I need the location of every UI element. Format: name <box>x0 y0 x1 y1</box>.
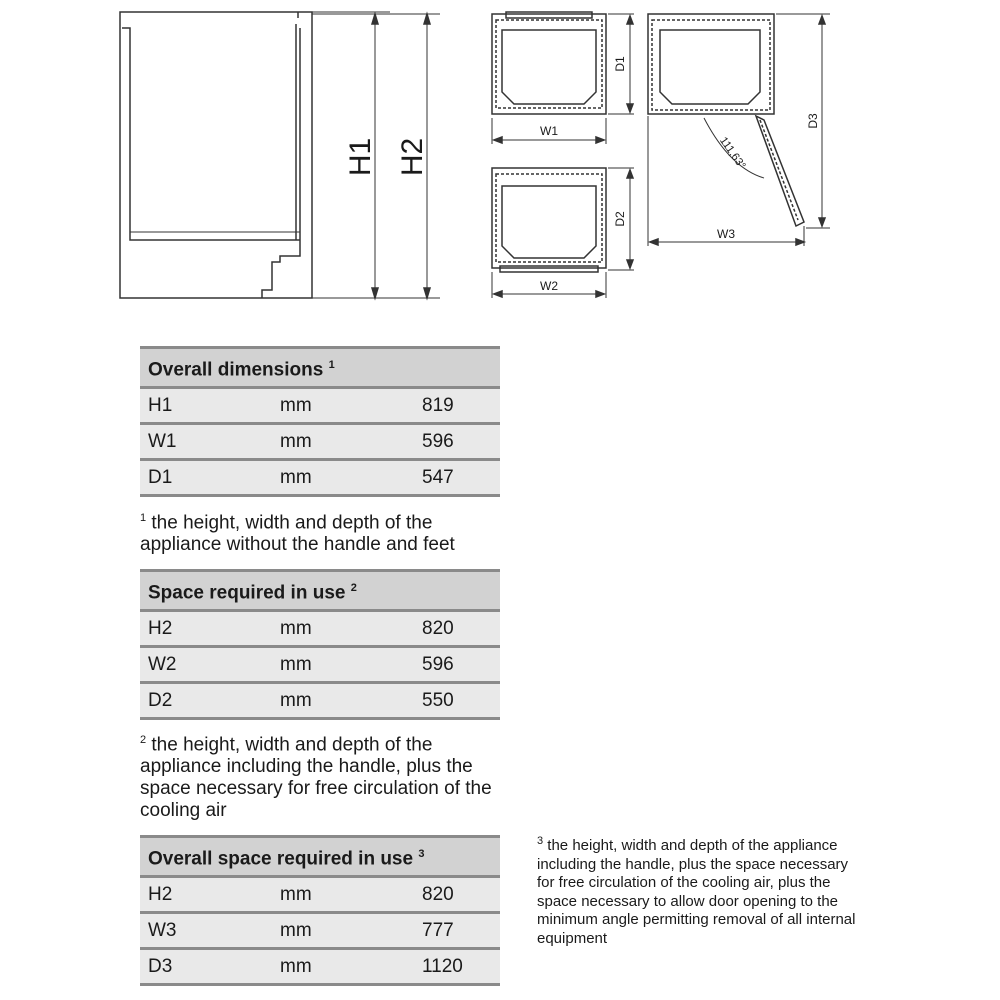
table-title: Overall dimensions $^1$ <box>140 348 500 388</box>
footnote-1: $^1$ the height, width and depth of the appliance without the handle and feet <box>140 512 455 556</box>
table-row: W1 mm 596 <box>140 424 500 460</box>
space-required-table <box>140 569 500 720</box>
overall-space-required-table <box>140 835 500 986</box>
footnote-3: $^3$ the height, width and depth of the appliance including the handle, plus the space necessary for free circulation of the cooling air, plus the space necessary to allow door opening to the minimum angle permitting removal of all internal equipment <box>537 835 856 947</box>
label-h1: H1 <box>344 137 377 177</box>
top-view-door-open <box>648 14 830 246</box>
top-view-w2-d2 <box>492 168 634 298</box>
table-row: H2 mm 820 <box>140 877 500 913</box>
table-row: D3 mm 1120 <box>140 949 500 985</box>
label-d3: D3 <box>806 113 820 129</box>
table-row: H2 mm 820 <box>140 611 500 647</box>
table-title: Space required in use $^2$ <box>140 571 500 611</box>
label-w2: W2 <box>540 279 558 293</box>
dimension-drawings <box>0 0 1000 320</box>
top-view-w1-d1 <box>492 12 634 144</box>
table-title: Overall space required in use $^3$ <box>140 837 500 877</box>
table-row: H1 mm 819 <box>140 388 500 424</box>
label-d2: D2 <box>613 211 627 227</box>
label-angle: 111,63° <box>717 134 748 172</box>
footnote-2: $^2$ the height, width and depth of the appliance including the handle, plus the space necessary for free circulation of the cooling air <box>140 734 492 822</box>
table-row: D1 mm 547 <box>140 460 500 496</box>
label-w3: W3 <box>717 227 735 241</box>
label-h2: H2 <box>396 137 429 177</box>
front-view <box>120 12 312 298</box>
label-w1: W1 <box>540 124 558 138</box>
overall-dimensions-table <box>140 346 500 497</box>
table-row: W2 mm 596 <box>140 647 500 683</box>
table-row: W3 mm 777 <box>140 913 500 949</box>
table-row: D2 mm 550 <box>140 683 500 719</box>
label-d1: D1 <box>613 56 627 72</box>
